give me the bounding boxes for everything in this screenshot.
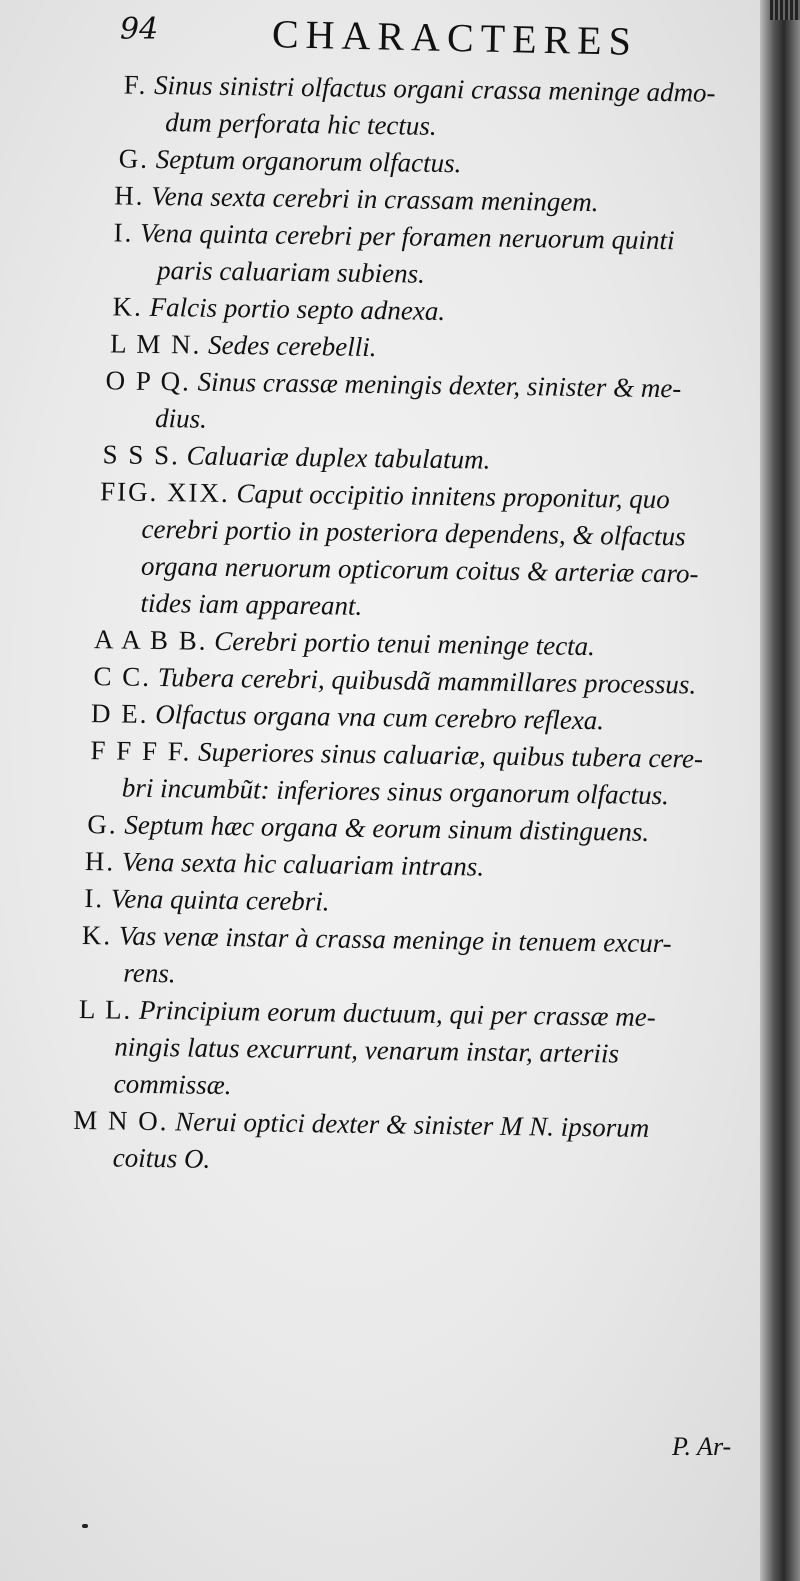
figure-legend [73, 66, 768, 1185]
legend-text: Vena sexta cerebri in crassam meningem. [150, 180, 599, 218]
running-head: CHARACTERES [271, 11, 639, 64]
legend-entry [74, 991, 755, 1111]
legend-key: K. [81, 920, 113, 951]
legend-text: tides iam appareant. [140, 587, 363, 621]
legend-key: L L. [78, 993, 133, 1025]
legend-text: Vas venæ instar à crassa meninge in tenuem excur- [118, 920, 672, 959]
legend-key: H. [113, 180, 145, 211]
legend-text: ningis latus excurrunt, venarum instar, arteriis [114, 1031, 620, 1069]
legend-key: A A B B. [93, 624, 208, 656]
legend-text: organa neruorum opticorum coitus & arteriæ caro- [140, 550, 699, 589]
legend-text: Vena quinta cerebri per foramen neruorum quinti [139, 217, 675, 256]
legend-text: Falcis portio septo adnexa. [149, 291, 446, 327]
legend-text: Sinus crassæ meningis dexter, sinister & me- [197, 366, 682, 404]
legend-text: Caput occipitio innitens proponitur, quo [236, 478, 670, 515]
ink-mark [82, 1524, 88, 1528]
legend-text: cerebri portio in posteriora dependens, & olfactus [141, 513, 686, 552]
legend-key: G. [87, 809, 118, 840]
legend-text: Septum organorum olfactus. [155, 143, 462, 179]
page-header [120, 4, 680, 64]
legend-text: dius. [154, 402, 208, 434]
legend-text: paris caluariam subiens. [156, 254, 426, 289]
legend-key: F F F F. [90, 735, 192, 767]
legend-key: D E. [90, 698, 149, 729]
legend-text: Sedes cerebelli. [207, 329, 377, 363]
legend-text: Superiores sinus caluariæ, quibus tubera cere- [197, 736, 704, 774]
legend-text: Cerebri portio tenui meninge tecta. [214, 625, 596, 662]
legend-key: F. [123, 69, 148, 100]
legend-key: L M N. [109, 328, 202, 360]
legend-text: Septum hæc organa & eorum sinum distinguens. [124, 809, 650, 847]
legend-text: Vena quinta cerebri. [110, 883, 330, 917]
legend-text: bri incumbũt: inferiores sinus organorum olfactus. [121, 772, 670, 811]
legend-text: Sinus sinistri olfactus organi crassa meninge admo- [153, 69, 716, 108]
legend-key: G. [118, 143, 150, 174]
legend-text: commissæ. [113, 1068, 232, 1101]
legend-entry [80, 473, 762, 630]
legend-text: Tubera cerebri, quibusdã mammillares processus. [157, 662, 697, 700]
book-gutter [760, 0, 800, 1581]
legend-text: Caluariæ duplex tabulatum. [186, 440, 491, 475]
legend-text: coitus O. [112, 1142, 211, 1174]
legend-text: rens. [123, 957, 176, 989]
legend-text: Vena sexta hic caluariam intrans. [121, 846, 485, 882]
page-number: 94 [120, 12, 159, 47]
legend-key: I. [84, 883, 105, 914]
legend-entry [75, 917, 756, 1000]
legend-key: I. [113, 217, 134, 248]
legend-entry [87, 66, 768, 149]
legend-entry [73, 1102, 754, 1185]
legend-key: C C. [93, 661, 152, 692]
legend-entry [85, 214, 766, 297]
legend-text: dum perforata hic tectus. [165, 107, 437, 141]
legend-text: Nerui optici dexter & sinister M N. ipsorum [175, 1106, 650, 1143]
legend-key: M N O. [73, 1104, 169, 1137]
legend-text: Olfactus organa vna cum cerebro reflexa. [154, 699, 605, 736]
legend-key: K. [112, 291, 144, 322]
legend-key: FIG. XIX. [99, 476, 231, 509]
legend-key: H. [84, 846, 116, 877]
legend-entry [83, 362, 764, 445]
legend-text: Principium eorum ductuum, qui per crassæ me- [138, 994, 656, 1033]
legend-entry [78, 732, 759, 815]
legend-key: O P Q. [105, 365, 192, 397]
catchword: P. Ar- [672, 1432, 732, 1461]
legend-key: S S S. [102, 439, 181, 471]
